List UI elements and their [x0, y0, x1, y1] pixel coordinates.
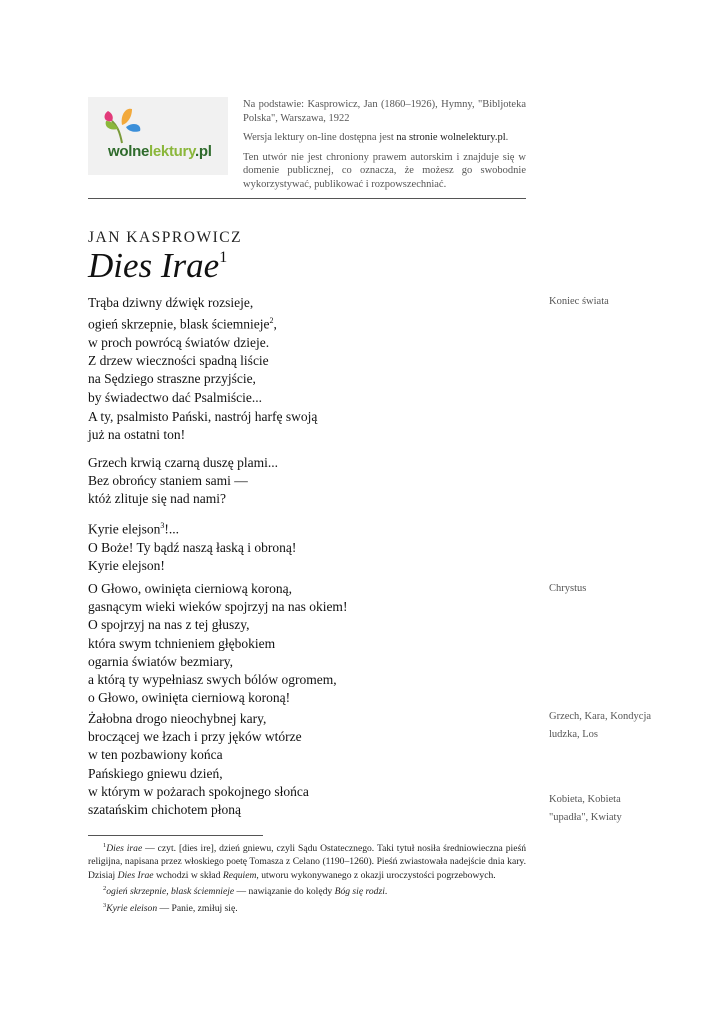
verse-line: w ten pozbawiony końca	[88, 747, 223, 763]
verse-line: gasnącym wieki wieków spojrzyj na nas okiem!	[88, 599, 348, 615]
stanza-2	[88, 408, 317, 444]
work-title: Dies Irae$^1$	[88, 246, 228, 285]
theme-note-grzech[interactable]: Grzech, Kara, Kondycja ludzka, Los	[549, 711, 652, 740]
stanza-3	[88, 454, 278, 509]
theme-note-koniec-swiata[interactable]: Koniec świata	[549, 296, 609, 307]
footnotes	[88, 839, 526, 915]
verse-line: ogarnia światów bezmiary,	[88, 653, 233, 669]
verse-line: któż zlituje się nad nami?	[88, 491, 226, 507]
verse-line: która swym tchnieniem głębokiem	[88, 635, 276, 651]
verse-line: już na ostatni ton!	[88, 427, 186, 443]
verse-line: Trąba dziwny dźwięk rozsieje,	[88, 295, 254, 310]
source-metadata	[243, 98, 526, 197]
verse-line: Żałobna drogo nieochybnej kary,	[88, 711, 267, 726]
stanza-4	[88, 517, 296, 575]
verse-line: O Boże! Ty bądź naszą łaską i obroną!	[88, 539, 297, 555]
online-note: Wersja lektury on-line dostępna jest na stronie wolnelektury.pl.	[243, 132, 509, 143]
source-note: Na podstawie: Kasprowicz, Jan (1860–1926), Hymny, "Bibljoteka Polska", Warszawa, 1922	[243, 99, 526, 124]
footnote-ref-1[interactable]: 1	[219, 249, 228, 266]
verse-line: Bez obrońcy staniem sami —	[88, 473, 248, 489]
header-divider	[88, 198, 526, 199]
verse-line: o Głowo, owinięta cierniową koroną!	[88, 690, 291, 706]
verse-line: w którym w pożarach spokojnego słońca	[88, 783, 309, 799]
footnote-ref-3[interactable]: 3	[160, 521, 165, 530]
theme-note-kobieta[interactable]: Kobieta, Kobieta "upadła", Kwiaty	[549, 794, 622, 823]
verse-line: w proch powrócą światów dzieje.	[88, 334, 270, 350]
theme-note-chrystus[interactable]: Chrystus	[549, 583, 587, 594]
footnote-ref-2[interactable]: 2	[269, 316, 274, 326]
verse-line: Kyrie elejson!	[88, 557, 165, 573]
verse-line: na Sędziego straszne przyjście,	[88, 371, 256, 387]
verse-line: Grzech krwią czarną duszę plami...	[88, 455, 279, 470]
footnote-divider	[88, 835, 263, 836]
verse-line: szatańskim chichotem płoną	[88, 802, 241, 818]
verse-line: A ty, psalmisto Pański, nastrój harfę swoją	[88, 409, 318, 424]
wolnelektury-link[interactable]: na stronie wolnelektury.pl	[396, 132, 506, 143]
footnote-3: $^3$Kyrie eleison — Panie, zmiłuj się.	[103, 901, 238, 914]
stanza-6	[88, 710, 309, 819]
wolnelektury-logo[interactable]	[88, 97, 228, 175]
license-note: Ten utwór nie jest chroniony prawem autorskim i znajduje się w domenie publicznej, co oznacza, że możesz go swobodnie wykorzystywać, publikować i rozpowszechniać.	[243, 151, 526, 190]
stanza-5	[88, 580, 347, 707]
logo-wordmark: wolnelektury.pl	[108, 143, 212, 160]
verse-line: Kyrie elejson$^3$!...	[88, 521, 179, 537]
verse-line: ogień skrzepnie, blask ściemnieje$^2$,	[88, 316, 277, 332]
author-name: JAN KASPROWICZ	[88, 229, 243, 246]
verse-line: broczącej we łzach i przy jęków wtórze	[88, 729, 302, 745]
flower-icon	[98, 103, 146, 145]
footnote-1: $^1$Dies irae — czyt. [dies ire], dzień gniewu, czyli Sądu Ostatecznego. Taki tytuł nosiła średniowieczna pieśń religijna, napisana przez włoskiego poetę Tomasza z Celano (1190–1260). Pieśń zwiastowała nadejście dnia kary. Dzisiaj Dies Irae wchodzi w skład Requiem, utworu wykonywanego z okazji uroczystości pogrzebowych.	[88, 842, 526, 881]
footnote-2: $^2$ogień skrzepnie, blask ściemnieje — nawiązanie do kolędy Bóg się rodzi.	[103, 885, 388, 898]
verse-line: Pańskiego gniewu dzień,	[88, 765, 223, 781]
stanza-1	[88, 294, 277, 407]
verse-line: by świadectwo dać Psalmiście...	[88, 389, 262, 405]
verse-line: a którą ty wypełniasz swych bólów ogromem,	[88, 672, 337, 688]
verse-line: O Głowo, owinięta cierniową koroną,	[88, 581, 292, 596]
verse-line: Z drzew wieczności spadną liście	[88, 353, 269, 369]
verse-line: O spojrzyj na nas z tej głuszy,	[88, 617, 250, 633]
